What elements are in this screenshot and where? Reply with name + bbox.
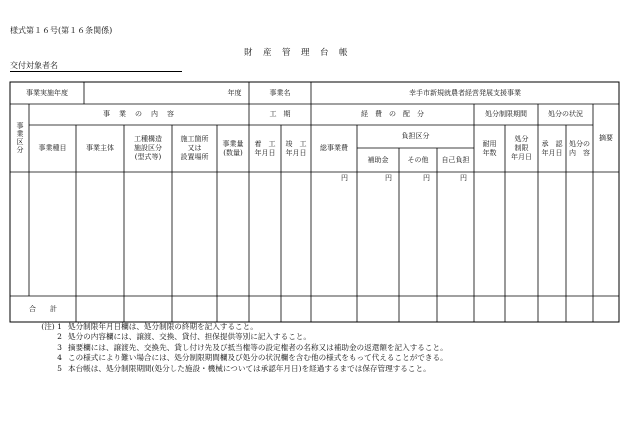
col-amount: 事業量 (数量): [222, 139, 244, 157]
year-label: 事業実施年度: [26, 88, 68, 97]
col-content: 処分の 内 容: [569, 139, 590, 157]
col-location: 施工箇所 又は 設置場所: [180, 135, 209, 161]
form-number: 様式第１６号(第１６条関係): [10, 26, 113, 35]
note-item: 2 処分の内容欄には、譲渡、交換、貸付、担保提供等別に記入すること。: [57, 332, 311, 342]
content-group-header: 事 業 の 内 容: [103, 110, 175, 118]
yen-subsidy: 円: [385, 174, 392, 182]
col-approval: 承 認 年月日: [541, 139, 563, 157]
project-name: 幸手市新規就農者経営発展支援事業: [409, 88, 521, 97]
col-other: その他: [407, 155, 429, 164]
col-type: 事業種目: [38, 144, 67, 152]
yen-other: 円: [423, 174, 430, 182]
col-self: 自己負担: [441, 155, 470, 164]
col-total-cost: 総事業費: [320, 144, 348, 152]
recipient-label: 交付対象者名: [10, 61, 58, 70]
page-title: 財 産 管 理 台 帳: [244, 48, 349, 58]
notes: [36, 322, 448, 374]
col-start: 着 工 年月日: [254, 139, 276, 157]
period-group-header: 工 期: [269, 110, 291, 118]
col-life: 耐用 年数: [482, 139, 497, 157]
cost-group-header: 経 費 の 配 分: [361, 110, 424, 118]
col-burden: 負担区分: [401, 132, 430, 140]
col-completion: 竣 工 年月日: [285, 139, 307, 157]
year-unit: 年度: [227, 88, 242, 97]
disposal-period-header: 処分制限期間: [485, 110, 527, 118]
yen-total: 円: [341, 174, 348, 182]
note-item: 5 本台帳は、処分制限期間(処分した施設・機械については承認年月日)を経過するまでは保存管理すること。: [57, 363, 431, 373]
col-subsidy: 補助金: [367, 155, 389, 164]
note-item: 3 摘要欄には、譲渡先、交換先、貸し付け先及び抵当権等の設定権者の名称又は補助金の返還額を記入すること。: [57, 342, 448, 352]
col-structure: 工種構造 施設区分 (型式等): [134, 135, 162, 161]
category-label: 事業区分: [16, 122, 24, 154]
col-disposal-date: 処分 制限 年月日: [511, 135, 532, 161]
note-item: 4 この様式により難い場合には、処分制限期間欄及び処分の状況欄を含む他の様式をもって代えることができる。: [57, 353, 448, 363]
note-item: (注) 1 処分制限年月日欄は、処分制限の終期を記入すること。: [41, 322, 258, 331]
total-label: 合 計: [29, 304, 57, 313]
disposal-status-header: 処分の状況: [548, 110, 583, 118]
remarks-header: 摘要: [599, 133, 613, 142]
col-operator: 事業主体: [86, 144, 114, 152]
project-name-label: 事業名: [269, 88, 291, 97]
yen-self: 円: [460, 174, 467, 182]
